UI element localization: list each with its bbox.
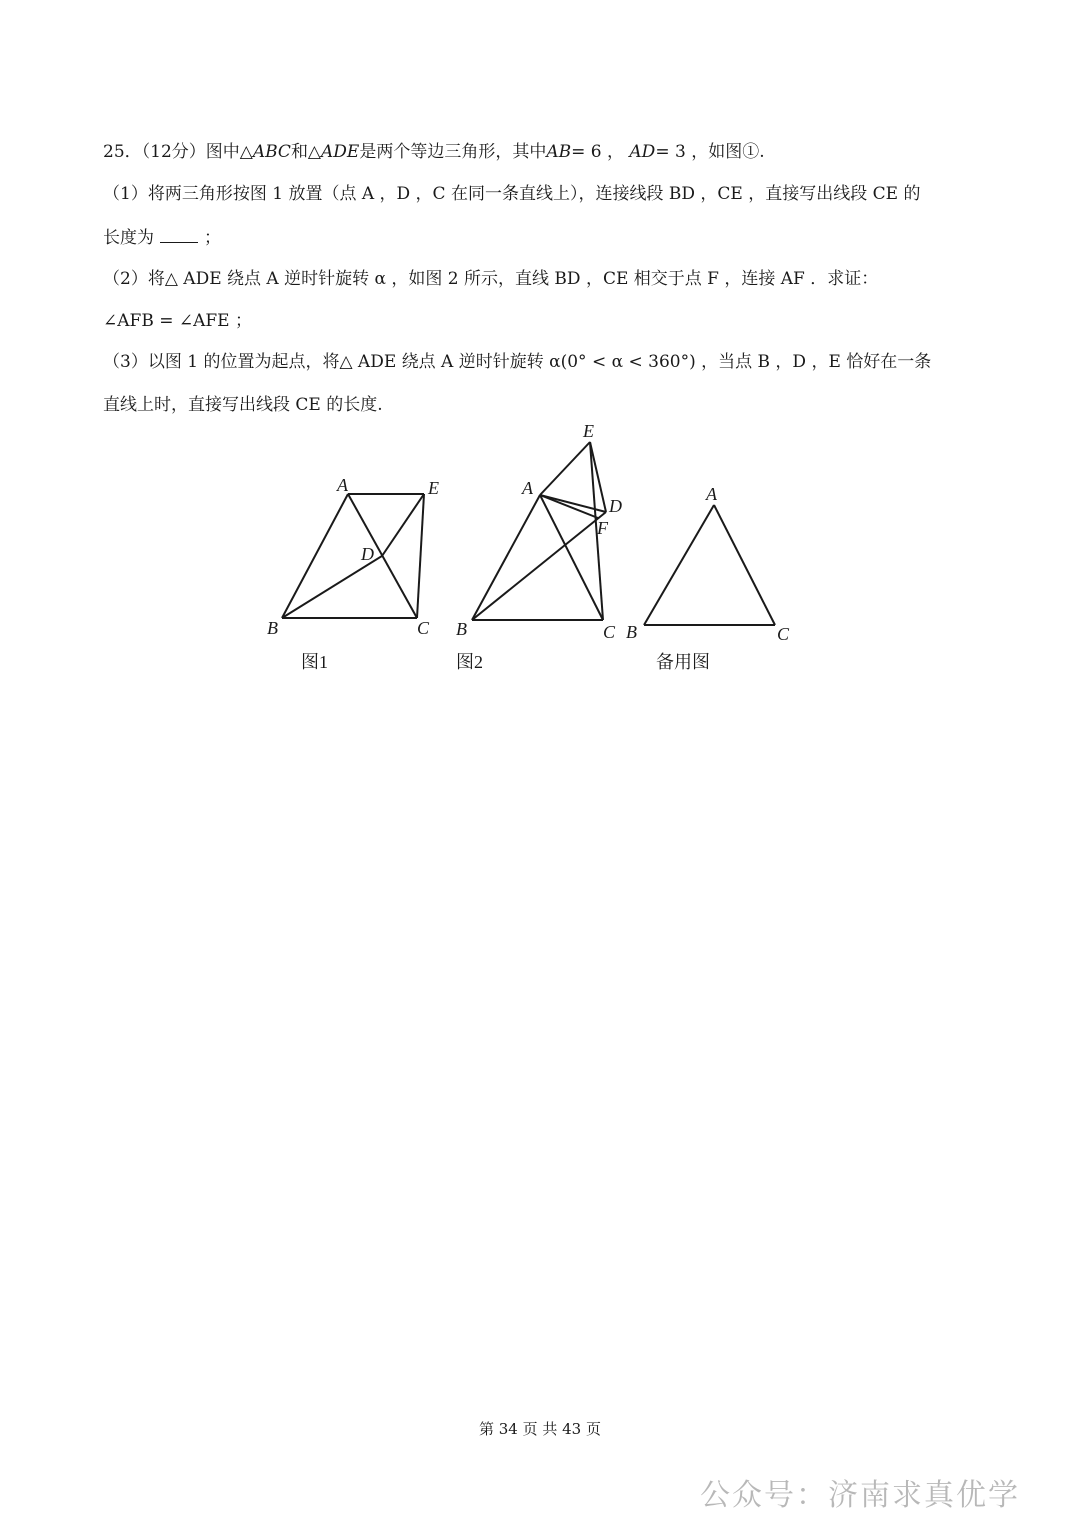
fig1-segment-ab <box>282 494 348 618</box>
problem-title: 25．（12分）图中△ABC和△ADE是两个等边三角形，其中AB= 6 ， AD= 3 ，如图①. <box>103 142 765 162</box>
fig1-segment-ed <box>382 494 424 556</box>
fig1-label-d: D <box>361 544 374 564</box>
fig1-label-e: E <box>428 478 439 498</box>
fig2-label-a: A <box>522 478 533 498</box>
fig2-label-b: B <box>456 619 467 639</box>
fig1-segment-ec <box>417 494 424 618</box>
question-2-line-2: ∠AFB = ∠AFE ； <box>103 311 252 331</box>
fig2-segment-ab <box>472 495 540 620</box>
question-1-line-2: 长度为 ； <box>103 228 221 248</box>
fig3-label-b: B <box>626 622 637 642</box>
question-2-line-1: （2）将△ ADE 绕点 A 逆时针旋转 α ，如图 2 所示，直线 BD ，CE 相交于点 F ，连接 AF ．求证： <box>103 269 879 289</box>
watermark: 公众号：济南求真优学 <box>700 1478 1020 1513</box>
figure-2-diagram <box>472 442 606 620</box>
question-3-line-1: （3）以图 1 的位置为起点，将△ ADE 绕点 A 逆时针旋转 α(0° < α < 360°) ，当点 B ，D ，E 恰好在一条 <box>103 352 932 372</box>
page-number: 第 34 页 共 43 页 <box>478 1420 601 1438</box>
fig2-label-f: F <box>597 518 608 538</box>
fig3-segment-ab <box>644 505 714 625</box>
fig1-label-c: C <box>417 618 430 638</box>
figures-canvas <box>0 0 1080 720</box>
figure-1-diagram <box>282 494 424 618</box>
fig1-label-a: A <box>337 475 348 495</box>
fig2-segment-ad <box>540 495 606 512</box>
fig2-segment-af <box>540 495 598 518</box>
fig2-label-e: E <box>583 421 594 441</box>
fig3-caption: 备用图 <box>656 652 710 672</box>
figure-3-diagram <box>644 505 775 625</box>
fig1-caption: 图1 <box>301 652 328 672</box>
fig3-segment-ac <box>714 505 775 625</box>
fig1-segment-bd <box>282 556 382 618</box>
question-1-line-1: （1）将两三角形按图 1 放置（点 A ，D ，C 在同一条直线上），连接线段 BD ，CE ，直接写出线段 CE 的 <box>103 184 921 204</box>
question-3-line-2: 直线上时，直接写出线段 CE 的长度. <box>103 395 383 415</box>
fig2-label-c: C <box>603 622 616 642</box>
fig2-segment-ae <box>540 442 590 495</box>
fig2-label-d: D <box>609 496 622 516</box>
fig3-label-a: A <box>706 484 717 504</box>
fig3-label-c: C <box>777 624 790 644</box>
fig1-label-b: B <box>267 618 278 638</box>
fig2-caption: 图2 <box>456 652 483 672</box>
fig2-segment-bd <box>472 512 606 620</box>
